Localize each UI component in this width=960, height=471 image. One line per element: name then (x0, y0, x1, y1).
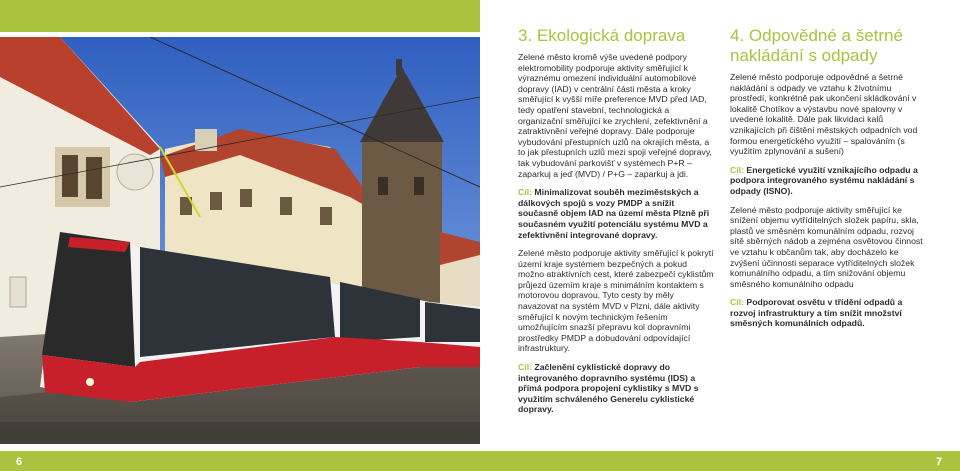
goal-paragraph: Cíl: Podporovat osvětu v třídění odpadů a rozvoj infrastruktury a tím snížit množství směsných komunálních odpadů. (730, 297, 903, 329)
tram-photo (0, 37, 480, 444)
paragraph: Zelené město podporuje aktivity směřující ke snížení objemu vytříditelných složek papíru, skla, plastů ve směsném komunálním odpadu, rozvoj sítě sběrných nádob a zejména osvětovou činnost ve vztahu k občanům tak, aby docházelo ke zvýšení účinnosti separace vytříditelných složek komunálního odpadu, a tím snižování objemu směsného komunálního odpadu (730, 204, 923, 289)
paragraph: Zelené město podporuje aktivity směřující k pokrytí území kraje systémem bezpečných a pokud možno atraktivních cest, které zabezpečí cyklistům průjezd územím kraje s minimálním kontaktem s motorovou dopravou. Tyto cesty by měly navazovat na systém MVD v Plzni, dále aktivity směřující k novým technickým řešením umožňujícím snazší přepravu kol dopravními prostředky PMDP a dobudování odpovídající infrastruktury. (518, 248, 714, 354)
paragraph: Zelené město kromě výše uvedené podpory elektromobility podporuje aktivity směřující k výraznému omezení individuální automobilové dopravy (IAD) v centrální části města a kroky směřující k vyšší míře preference MVD před IAD, tedy opatření stavební, technologická a organizační směřující ke zrychlení, zefektivnění a zatraktivnění veřejné dopravy. Dále podporuje vybudování přestupních uzlů na okrajích města, a to jak přestupních uzlů mezi spoji veřejné dopravy, tak vybudování parkovišť v systémech P+R – zaparkuj a jeď (MVD) / P+G – zaparkuj a jdi. (518, 52, 712, 179)
page-number-right: 7 (936, 456, 943, 468)
goal-paragraph: Cíl: Začlenění cyklistické dopravy do integrovaného dopravního systému (IDS) a přímá podpora propojení cyklistiky s MVD s využitím schváleného Generelu cyklistické dopravy. (518, 362, 699, 415)
bottom-accent-bar (0, 451, 960, 471)
paragraph: Zelené město podporuje odpovědné a šetrné nakládání s odpady ve vztahu k životnímu prostředí, konkrétně pak ukončení skládkování v lokalitě Chotíkov a výstavbu nové spalovny v uvedené lokalitě. Dále pak likvidaci kalů vznikajících při čištění městských odpadních vod formou energetického využití – spalováním (s využitím zplynování a sušení) (730, 72, 918, 157)
section-waste-management (730, 26, 924, 337)
goal-paragraph: Cíl: Energetické využití vznikajícího odpadu a podpora integrovaného systému nakládání s odpady (ISNO). (730, 164, 918, 196)
section-heading: 3. Ekologická doprava (518, 26, 686, 45)
goal-paragraph: Cíl: Minimalizovat souběh meziměstských a dálkových spojů s vozy PMDP a snížit současně objem IAD na území města Plzně při současném využití potenciálu systému MVD a zefektivnění integrované dopravy. (518, 187, 710, 240)
section-ecological-transport (518, 26, 714, 423)
top-accent-bar (0, 0, 480, 32)
section-heading: 4. Odpovědné a šetrné nakládání s odpady (730, 26, 903, 65)
page-number-left: 6 (16, 456, 23, 468)
